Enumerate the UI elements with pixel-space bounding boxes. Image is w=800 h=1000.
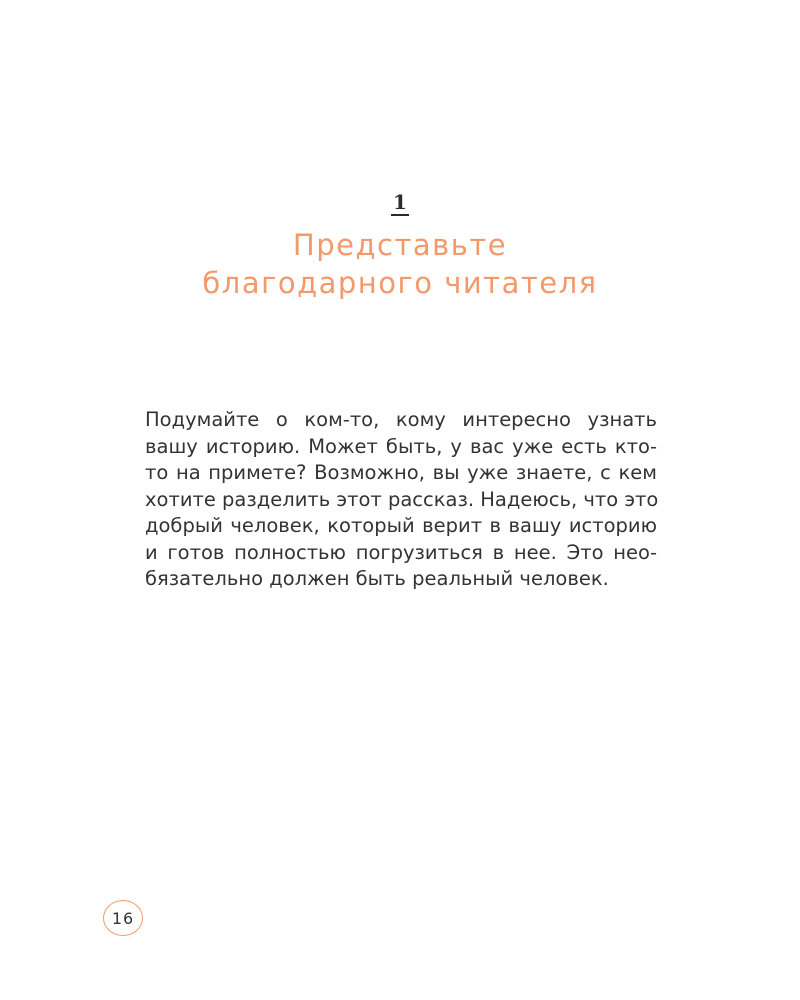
page-number-badge [103,900,143,936]
paragraph-line: Подумайте о ком-то, кому интересно узнать [145,408,657,431]
paragraph-line: бязательно должен быть реальный человек. [145,567,609,590]
chapter-number-label: 1 [393,190,407,214]
page-number: 16 [111,908,135,928]
paragraph-line: хотите разделить этот рассказ. Надеюсь, что это [145,487,659,511]
paragraph-line: добрый человек, который верит в вашу историю [145,514,657,537]
paragraph-line: и готов полностью погрузиться в нее. Это нео- [145,540,657,564]
chapter-title [0,226,800,302]
paragraph-line: то на примете? Возможно, вы уже знаете, с кем [145,461,657,484]
chapter-title-line: благодарного читателя [202,266,598,300]
chapter-number [0,190,800,216]
body-paragraph [145,407,657,593]
chapter-title-line: Представьте [292,228,508,262]
paragraph-line: вашу историю. Может быть, у вас уже есть кто- [145,434,657,458]
